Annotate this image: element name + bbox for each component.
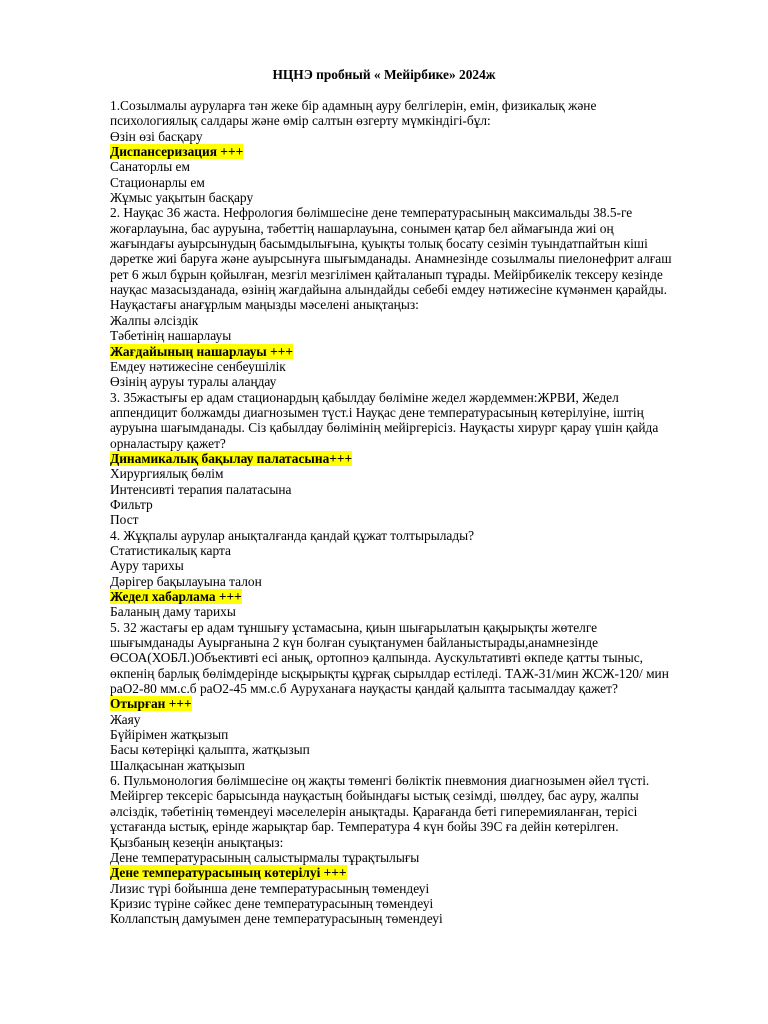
line-text: раО2-80 мм.с.б раО2-45 мм.с.б Ауруханаға науқасты қандай қалыпта тасымалдау қажет? [110,681,618,697]
line-text: Стационарлы ем [110,174,205,190]
text-line [110,190,715,205]
text-line [110,620,715,635]
line-text: Дене температурасының салыстырмалы тұрақтылығы [110,849,420,865]
line-text: 2. Науқас 36 жаста. Нефрология бөлімшесіне дене температурасының максимальды 38.5-ге [110,205,633,221]
correct-answer-line [110,144,715,159]
line-text: өкпенің барлық бөлімдерінде ысқырықты құрғақ сырылдар естіледі. ТАЖ-31/мин ЖСЖ-120/ мин [110,665,669,681]
line-text: дәретке жиі баруға және ауырсынуға шығымданады. Анамнезінде созылмалы пиелонефрит алғаш [110,251,672,267]
line-text: Мейіргер тексеріс барысында науқастың бойындағы ыстық сезімді, шөлдеу, бас ауру, жалпы [110,788,639,804]
correct-answer-line [110,451,715,466]
text-line [110,543,715,558]
line-text: Өзін өзі басқару [110,128,203,144]
text-line [110,896,715,911]
line-text: Санаторлы ем [110,159,190,175]
highlighted-answer-text: Диспансеризация +++ [110,144,244,160]
text-line [110,236,715,251]
text-line [110,850,715,865]
line-text: жоғарлауына, бас ауруына, тәбеттің нашарлауына, сонымен қатар бел аймағында жиі оң [110,220,614,236]
text-line [110,497,715,512]
text-line [110,221,715,236]
text-line [110,482,715,497]
text-line [110,558,715,573]
text-line [110,604,715,619]
line-text: Жаяу [110,711,141,727]
text-line [110,666,715,681]
correct-answer-line [110,865,715,880]
line-text: 3. 35жастығы ер адам стационардың қабылдау бөліміне жедел жәрдеммен:ЖРВИ, Жедел [110,389,619,405]
text-line [110,436,715,451]
line-text: Тәбетінің нашарлауы [110,328,232,344]
line-text: 1.Созылмалы ауруларға тән жеке бір адамның ауру белгілерін, емін, физикалық және [110,98,597,113]
line-text: науқас мазасызданада, өзінің жағдайына алындайды себебі емдеу нәтижесіне күмәнмен қарайды. [110,282,668,298]
line-text: Хирургиялық бөлім [110,466,224,482]
text-line [110,297,715,312]
text-line [110,390,715,405]
line-text: аппендицит болжамды диагнозымен түст.і Науқас дене температурасының көтерілуіне, іштің [110,404,644,420]
text-line [110,911,715,926]
line-text: Жалпы әлсіздік [110,312,199,328]
line-text: Басы көтеріңкі қалыпта, жатқызып [110,742,310,758]
text-line [110,328,715,343]
text-line [110,819,715,834]
text-line [110,374,715,389]
highlighted-answer-text: Дене температурасының көтерілуі +++ [110,865,347,881]
line-text: Ауру тарихы [110,558,184,574]
line-text: шығымданады Ауырғанына 2 күн болған суықтанумен байланыстырады,анамнезінде [110,635,599,651]
line-text: Коллапстың дамуымен дене температурасының төмендеуі [110,911,443,927]
line-text: ауруына шағымданады. Сіз қабылдау бөлімінің мейіргерісіз. Науқасты хирург қарау үшін қайда [110,420,659,436]
line-text: Жұмыс уақытын басқару [110,190,254,206]
text-line [110,681,715,696]
line-text: ұстағанда ыстық, ерінде жарықтар бар. Температура 4 күн бойы 39С ға дейін көтерілген. [110,819,619,835]
line-text: Статистикалық карта [110,542,231,558]
text-line [110,313,715,328]
line-text: Фильтр [110,496,153,512]
text-line [110,175,715,190]
correct-answer-line [110,344,715,359]
text-line [110,98,715,113]
line-text: Баланың даму тарихы [110,604,236,620]
text-line [110,205,715,220]
text-line [110,466,715,481]
text-line [110,129,715,144]
line-text: Пост [110,512,139,528]
line-text: әлсіздік, тәбетінің төмендеуі мәселелерін анықтады. Қарағанда беті гиперемияланған, терісі [110,803,638,819]
highlighted-answer-text: Жағдайының нашарлауы +++ [110,343,293,359]
document-body [110,98,715,927]
line-text: орналастыру қажет? [110,435,226,451]
correct-answer-line [110,589,715,604]
text-line [110,835,715,850]
line-text: ӨСОА(ХОБЛ.)Объективті есі анық, ортопноэ қалпында. Аускультативті өкпеде қатты тыныс, [110,650,643,666]
text-line [110,881,715,896]
line-text: Науқастағы анағұрлым маңызды мәселені анықтаңыз: [110,297,419,313]
text-line [110,788,715,803]
line-text: жағындағы ауырсынудың басымдылығына, қуықты толық босату сезімін туындатпайтын кіші [110,236,648,252]
text-line [110,727,715,742]
line-text: психологиялық салдары және өмір салтын өзгерту мүмкіндігі-бұл: [110,113,491,129]
line-text: Өзінің ауруы туралы алаңдау [110,374,277,390]
text-line [110,758,715,773]
text-line [110,650,715,665]
line-text: Шалқасынан жатқызып [110,757,245,773]
highlighted-answer-text: Отырған +++ [110,696,192,712]
text-line [110,267,715,282]
text-line [110,282,715,297]
line-text: Кризис түріне сәйкес дене температурасының төмендеуі [110,895,434,911]
line-text: Лизис түрі бойынша дене температурасының төмендеуі [110,880,430,896]
highlighted-answer-text: Жедел хабарлама +++ [110,589,242,604]
text-line [110,113,715,128]
text-line [110,359,715,374]
line-text: Емдеу нәтижесіне сенбеушілік [110,358,286,374]
line-text: 5. 32 жастағы ер адам тұншығу ұстамасына, қиын шығарылатын қақырықты жөтелге [110,619,598,635]
text-line [110,712,715,727]
line-text: Бүйірімен жатқызып [110,727,229,743]
line-text: 6. Пульмонология бөлімшесіне оң жақты төменгі бөліктік пневмония диагнозымен әйел түсті. [110,773,650,789]
text-line [110,420,715,435]
text-line [110,773,715,788]
text-line [110,574,715,589]
text-line [110,405,715,420]
text-line [110,528,715,543]
correct-answer-line [110,696,715,711]
highlighted-answer-text: Динамикалық бақылау палатасына+++ [110,450,353,466]
text-line [110,512,715,527]
document-title: НЦНЭ пробный « Мейірбике» 2024ж [272,67,496,82]
text-line [110,251,715,266]
line-text: 4. Жұқпалы аурулар анықталғанда қандай құжат толтырылады? [110,527,475,543]
text-line [110,635,715,650]
text-line [110,159,715,174]
line-text: рет 6 жыл бұрын қойылған, мезгіл мезгілімен қайталанып тұрады. Мейірбикелік тексеру кезінде [110,266,663,282]
text-line [110,742,715,757]
text-line [110,804,715,819]
line-text: Дәрігер бақылауына талон [110,573,262,589]
line-text: Қызбаның кезеңін анықтаңыз: [110,834,284,850]
line-text: Интенсивті терапия палатасына [110,481,292,497]
